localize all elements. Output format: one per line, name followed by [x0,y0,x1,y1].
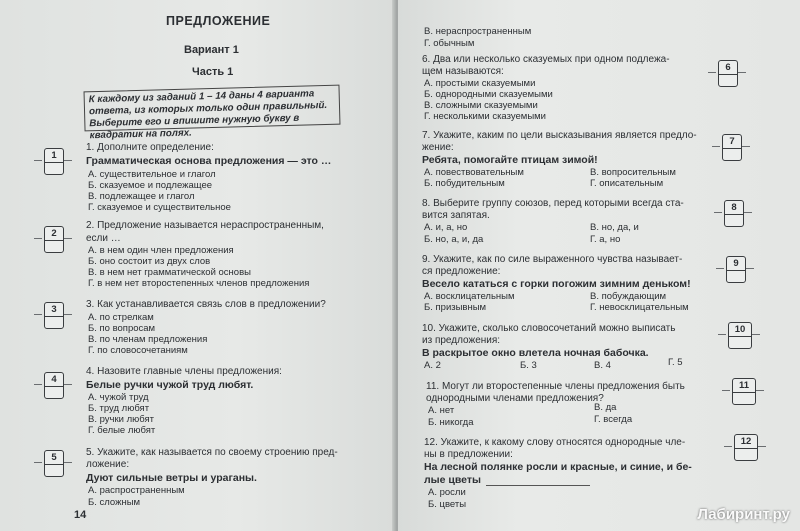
margin-tick [718,334,726,335]
q8-option-a: А. и, а, но [424,222,468,233]
margin-tick [34,160,42,161]
margin-tick [64,384,72,385]
answer-box-number: 3 [45,303,63,317]
answer-box-number: 10 [729,323,751,337]
answer-box-number: 9 [727,257,745,271]
answer-box-3[interactable] [44,302,64,329]
q5-sentence: Дуют сильные ветры и ураганы. [86,472,257,484]
q7-option-b: В. вопросительным [590,167,676,178]
q5-option-c: В. нераспространенным [424,26,532,37]
q2-option-d: Г. в нем нет второстепенных членов предложения [88,278,310,289]
margin-tick [64,462,72,463]
answer-box-11[interactable] [732,378,756,405]
q8-option-c: Б. но, а, и, да [424,234,484,245]
q5-option-b: Б. сложным [88,497,141,508]
margin-tick [758,446,766,447]
margin-tick [752,334,760,335]
q4-option-a: А. чужой труд [88,392,149,403]
q10-option-a: А. 2 [424,360,441,371]
answer-box-number: 1 [45,149,63,163]
q8-option-b: В. но, да, и [590,222,639,233]
right-page [398,0,800,531]
q6-option-b: Б. однородными сказуемыми [424,89,553,100]
answer-box-12[interactable] [734,434,758,461]
watermark: Лабиринт.ру [697,506,790,523]
variant-label: Вариант 1 [184,44,239,56]
q3-option-c: В. по членам предложения [88,334,208,345]
q7-text-1: 7. Укажите, каким по цели высказывания является предло- [422,130,697,141]
q4-sentence: Белые ручки чужой труд любят. [86,379,254,391]
q2-text-2: если … [86,233,121,244]
q10-option-c: В. 4 [594,360,611,371]
q12-text-2: ны в предложении: [424,449,513,460]
q9-option-d: Г. невосклицательным [590,302,689,313]
q3-option-b: Б. по вопросам [88,323,156,334]
q10-text-1: 10. Укажите, сколько словосочетаний можно выписать [422,323,676,334]
margin-tick [34,462,42,463]
q10-sentence: В раскрытое окно влетела ночная бабочка. [422,347,649,359]
q6-text-1: 6. Два или несколько сказуемых при одном подлежа- [422,54,670,65]
answer-box-7[interactable] [722,134,742,161]
margin-tick [64,314,72,315]
q3-text: 3. Как устанавливается связь слов в предложении? [86,299,326,310]
q7-option-a: А. повествовательным [424,167,524,178]
margin-tick [34,238,42,239]
margin-tick [708,72,716,73]
q1-text: 1. Дополните определение: [86,142,214,153]
q9-text-2: ся предложение: [422,266,501,277]
q12-option-a: А. росли [428,487,466,498]
answer-box-number: 2 [45,227,63,241]
q2-option-b: Б. оно состоит из двух слов [88,256,211,267]
q11-option-b: В. да [594,402,617,413]
q5-option-d: Г. обычным [424,38,475,49]
q6-option-c: В. сложными сказуемыми [424,100,538,111]
q11-option-c: Б. никогда [428,417,474,428]
q12-text-1: 12. Укажите, к какому слову относятся однородные чле- [424,437,686,448]
page-title: ПРЕДЛОЖЕНИЕ [166,14,271,28]
left-page [0,0,396,531]
q1-option-b: Б. сказуемое и подлежащее [88,180,213,191]
q8-text-1: 8. Выберите группу союзов, перед которыми всегда ста- [422,198,684,209]
q9-text-1: 9. Укажите, как по силе выраженного чувства называет- [422,254,683,265]
q6-option-d: Г. несколькими сказуемыми [424,111,546,122]
page-number: 14 [74,509,87,521]
margin-tick [712,146,720,147]
part-label: Часть 1 [192,66,234,78]
answer-box-6[interactable] [718,60,738,87]
q9-option-b: В. побуждающим [590,291,667,302]
margin-tick [744,212,752,213]
margin-tick [716,268,724,269]
q3-option-a: А. по стрелкам [88,312,154,323]
answer-box-number: 8 [725,201,743,215]
q8-option-d: Г. а, но [590,234,621,245]
q1-option-c: В. подлежащее и глагол [88,191,195,202]
q10-text-2: из предложения: [422,335,501,346]
answer-box-2[interactable] [44,226,64,253]
answer-line [486,485,590,486]
q6-text-2: щем называются: [422,66,504,77]
margin-tick [756,390,764,391]
answer-box-number: 11 [733,379,755,393]
instructions-box: К каждому из заданий 1 – 14 даны 4 варианта ответа, из которых только один правильный. Выберите его и впишите нужную букву в квадратик на полях. [84,85,341,132]
answer-box-number: 5 [45,451,63,465]
margin-tick [722,390,730,391]
margin-tick [34,384,42,385]
margin-tick [64,160,72,161]
margin-tick [738,72,746,73]
q4-option-c: В. ручки любят [88,414,154,425]
margin-tick [64,238,72,239]
q12-sentence-2: лые цветы [424,474,481,486]
q1-option-d: Г. сказуемое и существительное [88,202,231,213]
answer-box-5[interactable] [44,450,64,477]
answer-box-number: 6 [719,61,737,75]
q7-option-d: Г. описательным [590,178,664,189]
q4-text: 4. Назовите главные члены предложения: [86,366,282,377]
q11-text-1: 11. Могут ли второстепенные члены предложения быть [426,381,685,392]
q7-option-c: Б. побудительным [424,178,505,189]
q5-option-a: А. распространенным [88,485,185,496]
q4-option-d: Г. белые любят [88,425,156,436]
q5-text-1: 5. Укажите, как называется по своему строению пред- [86,447,338,458]
margin-tick [746,268,754,269]
answer-box-4[interactable] [44,372,64,399]
q3-option-d: Г. по словосочетаниям [88,345,188,356]
answer-box-number: 4 [45,373,63,387]
margin-tick [742,146,750,147]
q12-option-b: Б. цветы [428,499,467,510]
answer-box-number: 12 [735,435,757,449]
q1-sentence: Грамматическая основа предложения — это … [86,155,332,167]
q9-option-c: Б. призывным [424,302,487,313]
q11-text-2: однородными членами предложения? [426,393,604,404]
answer-box-1[interactable] [44,148,64,175]
q9-sentence: Весело кататься с горки погожим зимним деньком! [422,278,691,290]
margin-tick [34,314,42,315]
q2-option-a: А. в нем один член предложения [88,245,234,256]
q10-option-d: Г. 5 [668,357,683,368]
answer-box-8[interactable] [724,200,744,227]
q5-text-2: ложение: [86,459,130,470]
q2-option-c: В. в нем нет грамматической основы [88,267,251,278]
margin-tick [724,446,732,447]
q6-option-a: А. простыми сказуемыми [424,78,536,89]
q11-option-d: Г. всегда [594,414,633,425]
q7-text-2: жение: [422,142,454,153]
q4-option-b: Б. труд любят [88,403,150,414]
q8-text-2: вится запятая. [422,210,490,221]
q1-option-a: А. существительное и глагол [88,169,216,180]
answer-box-9[interactable] [726,256,746,283]
q10-option-b: Б. 3 [520,360,537,371]
answer-box-10[interactable] [728,322,752,349]
q12-sentence-1: На лесной полянке росли и красные, и синие, и бе- [424,461,692,473]
q11-option-a: А. нет [428,405,455,416]
q2-text-1: 2. Предложение называется нераспространенным, [86,220,324,231]
answer-box-number: 7 [723,135,741,149]
q7-sentence: Ребята, помогайте птицам зимой! [422,154,598,166]
margin-tick [714,212,722,213]
q9-option-a: А. восклицательным [424,291,515,302]
